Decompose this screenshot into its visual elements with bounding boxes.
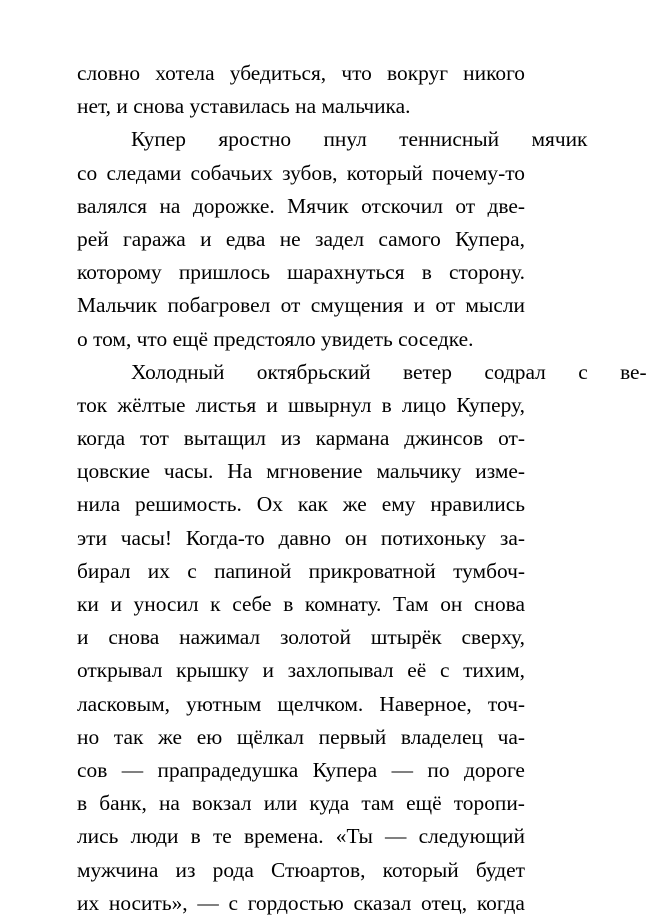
paragraph xyxy=(77,123,588,355)
text-line: о том, что ещё предстояло увидеть соседке. xyxy=(77,326,474,351)
text-line: бирал их с папиной прикроватной тумбоч- xyxy=(77,558,525,583)
text-line: валялся на дорожке. Мячик отскочил от две- xyxy=(77,193,525,218)
text-line: в банк, на вокзал или куда там ещё торопи- xyxy=(77,791,525,816)
text-line: цовские часы. На мгновение мальчику изме- xyxy=(77,459,525,484)
text-line: нила решимость. Ох как же ему нравились xyxy=(77,492,525,517)
text-line: и снова нажимал золотой штырёк сверху, xyxy=(77,625,525,650)
text-line: ки и уносил к себе в комнату. Там он снова xyxy=(77,592,525,616)
paragraph xyxy=(77,57,525,123)
text-line: Холодный октябрьский ветер содрал с ве- xyxy=(131,359,647,384)
text-line: открывал крышку и захлопывал её с тихим, xyxy=(77,658,525,683)
text-line: ток жёлтые листья и швырнул в лицо Куперу, xyxy=(77,392,525,417)
paragraph xyxy=(77,356,647,920)
text-line: мужчина из рода Стюартов, который будет xyxy=(77,857,526,882)
text-line: Купер яростно пнул теннисный мячик xyxy=(131,127,588,152)
text-line: словно хотела убедиться, что вокруг никого xyxy=(77,61,526,85)
text-line: Мальчик побагровел от смущения и от мысли xyxy=(77,293,525,318)
text-line: которому пришлось шарахнуться в сторону. xyxy=(77,260,525,285)
text-line: лись люди в те времена. «Ты — следующий xyxy=(77,824,525,849)
text-line: их носить», — с гордостью сказал отец, когда xyxy=(77,890,525,915)
text-line: эти часы! Когда-то давно он потихоньку за- xyxy=(77,525,525,550)
text-line: но так же ею щёлкал первый владелец ча- xyxy=(77,724,525,749)
text-line: рей гаража и едва не задел самого Купера, xyxy=(77,226,525,251)
text-line: сов — прапрадедушка Купера — по дороге xyxy=(77,757,525,782)
text-line: нет, и снова уставилась на мальчика. xyxy=(77,94,411,119)
text-line: когда тот вытащил из кармана джинсов от- xyxy=(77,426,525,451)
text-line: со следами собачьих зубов, который почему-то xyxy=(77,160,525,185)
text-line: ласковым, уютным щелчком. Наверное, точ- xyxy=(77,691,525,716)
body-text xyxy=(77,57,647,920)
